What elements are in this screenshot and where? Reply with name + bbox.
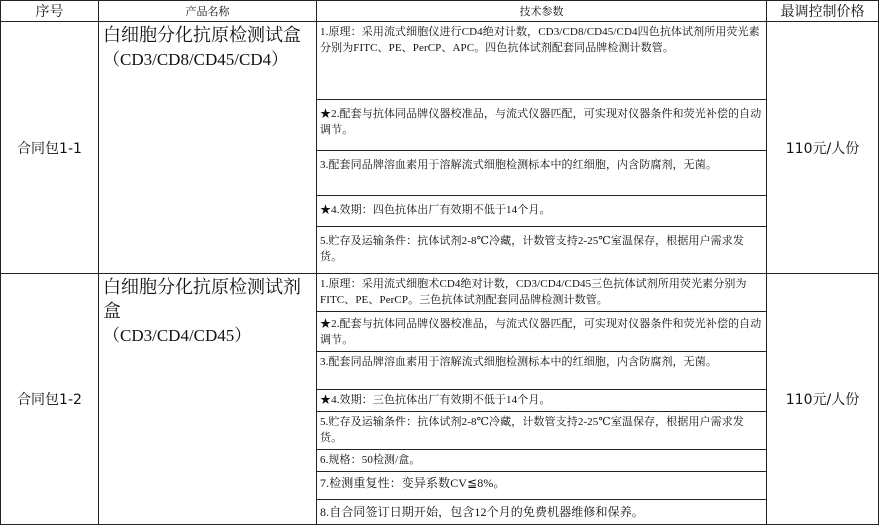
price-cell: 110元/人份 bbox=[767, 274, 879, 525]
spec-item: 8.自合同签订日期开始，包含12个月的免费机器维修和保养。 bbox=[317, 500, 767, 525]
product-name: 白细胞分化抗原检测试剂盒 bbox=[103, 277, 301, 322]
product-name-cell bbox=[99, 274, 317, 525]
spec-item: 5.贮存及运输条件：抗体试剂2-8℃冷藏，计数管支持2-25℃室温保存，根据用户需求发货。 bbox=[317, 412, 767, 450]
product-name-cell bbox=[99, 22, 317, 274]
product-model: （CD3/CD4/CD45） bbox=[103, 326, 252, 345]
header-row bbox=[1, 1, 879, 22]
header-spec: 技术参数 bbox=[317, 1, 767, 22]
header-seq: 序号 bbox=[1, 1, 99, 22]
seq-cell: 合同包1-2 bbox=[1, 274, 99, 525]
price-cell: 110元/人份 bbox=[767, 22, 879, 274]
spec-item: 1.原理：采用流式细胞仪进行CD4绝对计数，CD3/CD8/CD45/CD4四色抗体试剂所用荧光素分别为FITC、PE、PerCP、APC。四色抗体试剂配套同品牌检测计数管。 bbox=[317, 22, 767, 100]
header-product: 产品名称 bbox=[99, 1, 317, 22]
header-price: 最调控制价格 bbox=[767, 1, 879, 22]
spec-item: ★4.效期：三色抗体出厂有效期不低于14个月。 bbox=[317, 390, 767, 412]
seq-cell: 合同包1-1 bbox=[1, 22, 99, 274]
spec-item: ★2.配套与抗体同品牌仪器校准品，与流式仪器匹配，可实现对仪器条件和荧光补偿的自动调节。 bbox=[317, 100, 767, 151]
spec-item: 7.检测重复性：变异系数CV≦8%。 bbox=[317, 472, 767, 500]
spec-item: 6.规格：50检测/盒。 bbox=[317, 450, 767, 472]
table-row bbox=[1, 22, 879, 100]
product-model: （CD3/CD8/CD45/CD4） bbox=[103, 50, 289, 69]
spec-item: 3.配套同品牌溶血素用于溶解流式细胞检测标本中的红细胞，内含防腐剂，无菌。 bbox=[317, 352, 767, 390]
spec-item: ★2.配套与抗体同品牌仪器校准品，与流式仪器匹配，可实现对仪器条件和荧光补偿的自动调节。 bbox=[317, 312, 767, 352]
product-name: 白细胞分化抗原检测试盒 bbox=[103, 25, 301, 46]
spec-item: 3.配套同品牌溶血素用于溶解流式细胞检测标本中的红细胞，内含防腐剂，无菌。 bbox=[317, 151, 767, 196]
table-row bbox=[1, 274, 879, 312]
spec-item: 5.贮存及运输条件：抗体试剂2-8℃冷藏，计数管支持2-25℃室温保存，根据用户需求发货。 bbox=[317, 227, 767, 274]
spec-item: 1.原理：采用流式细胞术CD4绝对计数，CD3/CD4/CD45三色抗体试剂所用荧光素分别为FITC、PE、PerCP。三色抗体试剂配套同品牌检测计数管。 bbox=[317, 274, 767, 312]
spec-item: ★4.效期：四色抗体出厂有效期不低于14个月。 bbox=[317, 196, 767, 227]
